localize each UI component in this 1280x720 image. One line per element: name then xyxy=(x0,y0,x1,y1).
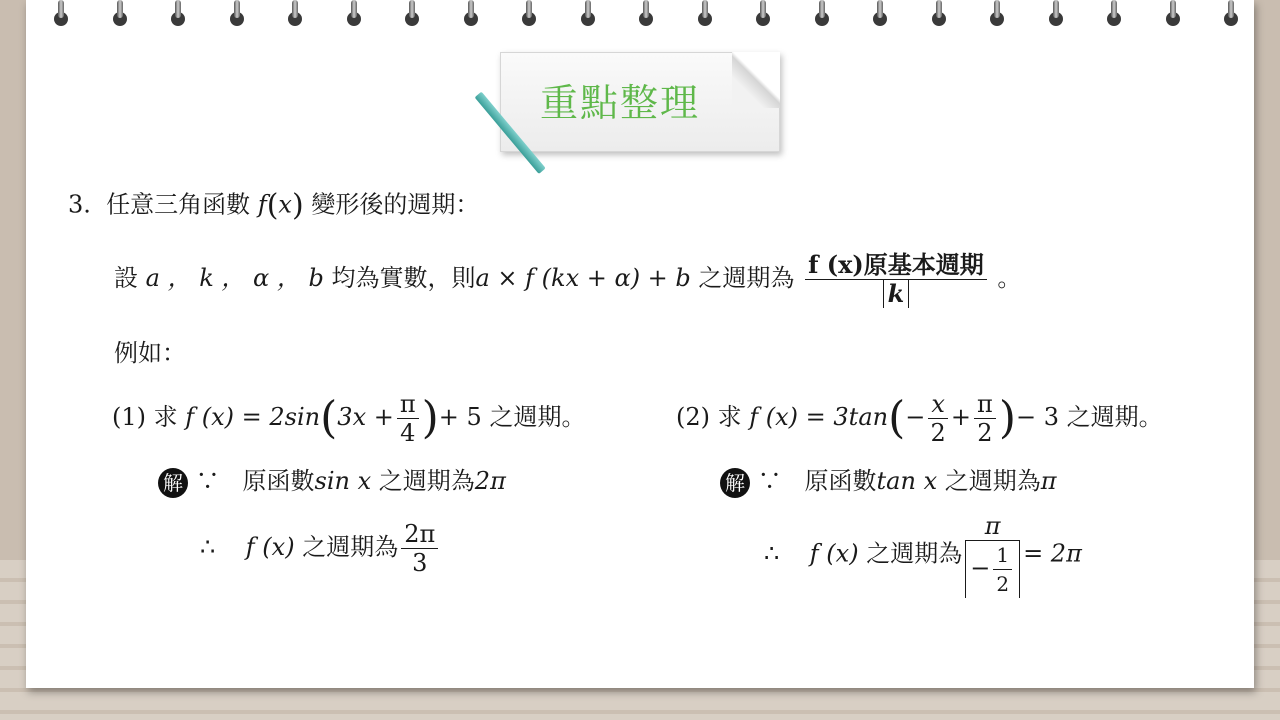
binding-ring xyxy=(1047,0,1065,30)
ex2-ans-abs-num: 1 xyxy=(993,541,1012,570)
ex2-line1-val: π xyxy=(1040,467,1057,495)
rule-fraction xyxy=(805,251,987,308)
page-title: 重點整理 xyxy=(540,81,701,125)
binding-ring xyxy=(579,0,597,30)
binding-ring xyxy=(111,0,129,30)
rule-fraction-den: k xyxy=(883,280,910,308)
ex2-ans-abs-fraction xyxy=(993,541,1012,598)
rule-expr: a × f (kx + α) + b xyxy=(475,264,691,292)
therefore-symbol: ∴ xyxy=(200,533,216,561)
ex1-inner-fraction xyxy=(397,390,419,447)
ex1-solution-line1 xyxy=(158,466,506,498)
ex2-line1-math: tan x xyxy=(876,467,938,495)
ex2-answer-fraction xyxy=(965,512,1020,598)
binding-ring xyxy=(696,0,714,30)
binding-ring xyxy=(988,0,1006,30)
binding-ring xyxy=(520,0,538,30)
binding-ring xyxy=(228,0,246,30)
heading-post: 變形後的週期： xyxy=(311,190,480,219)
binding-ring xyxy=(813,0,831,30)
heading-pre: 任意三角函數 xyxy=(106,190,251,219)
binding-ring xyxy=(345,0,363,30)
because-symbol: ∵ xyxy=(757,467,782,495)
item-number: 3. xyxy=(68,190,91,219)
ex2-suffix: 之週期。 xyxy=(1066,403,1163,431)
ex2-ans-eq: = 2π xyxy=(1023,539,1082,568)
solve-badge: 解 xyxy=(158,468,188,498)
ex1-suffix: 之週期。 xyxy=(489,403,586,431)
solve-badge: 解 xyxy=(720,468,750,498)
ex2-line1-suffix: 之週期為 xyxy=(944,467,1041,495)
ex2-lhs: f (x) = 3tan xyxy=(749,403,889,431)
ex1-inner-pre: 3x + xyxy=(337,403,394,431)
ex2-ans-abs xyxy=(965,541,1020,598)
ex2-solution-line2 xyxy=(764,512,1082,598)
binding-ring xyxy=(871,0,889,30)
ex2-line2-math: f (x) xyxy=(809,539,859,568)
binding-ring xyxy=(169,0,187,30)
ex2-ans-abs-minus: − xyxy=(970,554,991,582)
example-2-question: (2) 求 f (x) = 3tan(− $\frac{x}{2}$ + $\frac{\pi}{2}$ )− 3 之週期。 xyxy=(676,390,1163,447)
ex2-ans-num: π xyxy=(965,512,1020,541)
ex1-line1-text: 原函數 xyxy=(242,467,315,495)
ex1-inner-den: 4 xyxy=(400,419,416,447)
ex2-inner-fraction-2 xyxy=(974,390,996,447)
ex2-solution-line1 xyxy=(720,466,1057,498)
heading-x: x xyxy=(278,190,292,219)
ex1-line1-math: sin x xyxy=(314,467,372,495)
rule-prefix: 設 xyxy=(114,264,138,292)
rule-line xyxy=(114,238,1021,318)
ex2-line1-text: 原函數 xyxy=(804,467,877,495)
ex2-inner-den2: 2 xyxy=(977,419,993,447)
rule-end: 。 xyxy=(997,264,1022,292)
therefore-symbol: ∴ xyxy=(764,539,780,568)
ex1-tail: + 5 xyxy=(438,403,482,431)
ex2-inner-num1: x xyxy=(928,390,948,419)
ex1-line1-suffix: 之週期為 xyxy=(378,467,475,495)
ex1-line2-math: f (x) xyxy=(245,533,295,561)
ex2-minus: − xyxy=(905,403,926,431)
rule-vars: a ， k ， α ， b xyxy=(145,264,324,292)
ex2-tail: − 3 xyxy=(1015,403,1059,431)
binding-ring xyxy=(754,0,772,30)
ex1-lhs: f (x) = 2sin xyxy=(185,403,321,431)
ex2-inner-num2: π xyxy=(974,390,996,419)
binding-ring xyxy=(1105,0,1123,30)
ex1-solution-line2 xyxy=(200,512,441,582)
ex2-inner-den1: 2 xyxy=(930,419,946,447)
binding-ring xyxy=(52,0,70,30)
rule-mid2: 之週期為 xyxy=(698,264,795,292)
ex2-label: (2) 求 xyxy=(676,403,742,431)
ex1-ans-num: 2π xyxy=(401,520,438,549)
item-heading: 3. 任意三角函數 f(x) 變形後的週期： xyxy=(68,188,480,223)
binding-ring xyxy=(1222,0,1240,30)
ex1-line2-suffix: 之週期為 xyxy=(302,533,399,561)
rule-mid: 均為實數，則 xyxy=(331,264,476,292)
ex1-answer-fraction xyxy=(401,520,438,577)
ex2-line2-suffix: 之週期為 xyxy=(866,539,963,568)
because-symbol: ∵ xyxy=(195,467,220,495)
binding-ring xyxy=(1164,0,1182,30)
ex2-inner-fraction-1 xyxy=(928,390,948,447)
example-label: 例如： xyxy=(114,339,186,367)
ex1-ans-den: 3 xyxy=(412,549,428,577)
ex1-inner-num: π xyxy=(397,390,419,419)
binding-ring xyxy=(462,0,480,30)
ex2-ans-abs-den: 2 xyxy=(996,572,1010,596)
heading-f: f xyxy=(257,190,267,219)
binding-ring xyxy=(286,0,304,30)
ex1-label: (1) 求 xyxy=(112,403,178,431)
binding-ring xyxy=(930,0,948,30)
binding-ring xyxy=(403,0,421,30)
example-1-question: (1) 求 f (x) = 2sin(3x + $\frac{\pi}{4}$ )+ 5 之週期。 xyxy=(112,390,586,447)
binding-ring xyxy=(637,0,655,30)
ex2-plus: + xyxy=(950,403,972,431)
ex1-line1-val: 2π xyxy=(474,467,506,495)
rule-fraction-num: f (x)原基本週期 xyxy=(805,251,987,280)
